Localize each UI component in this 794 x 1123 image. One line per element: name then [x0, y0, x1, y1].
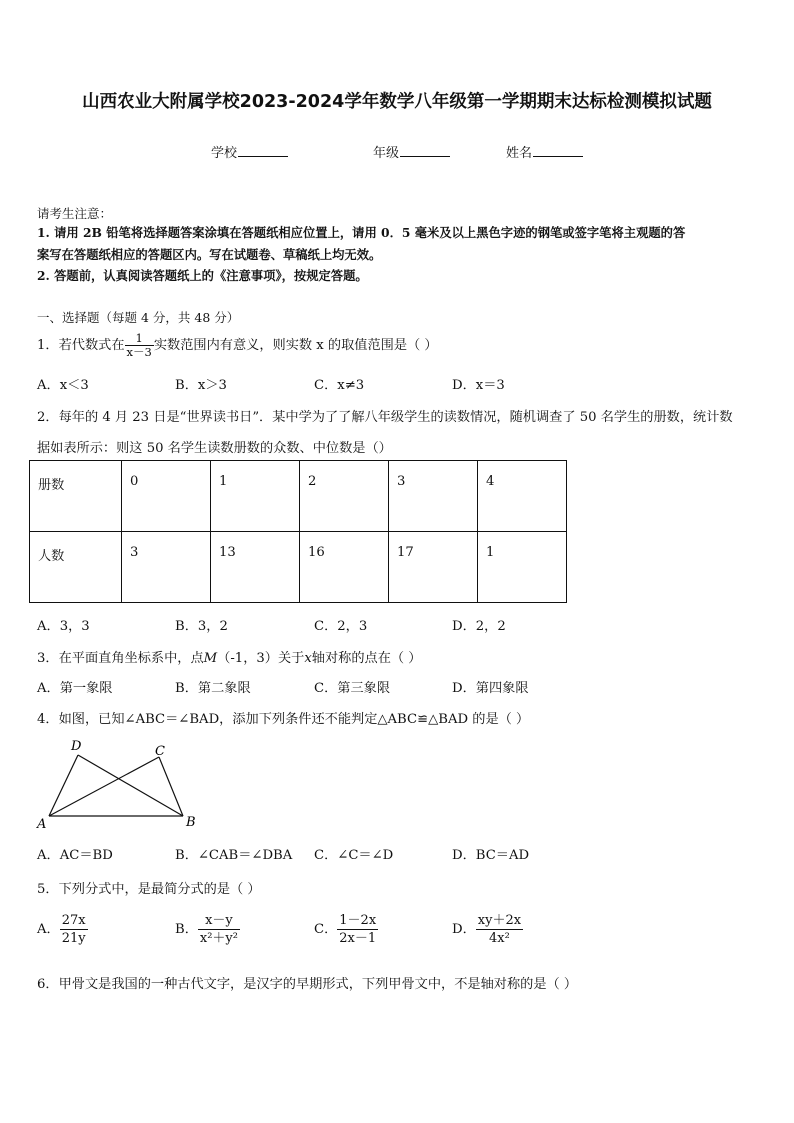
table-cell: 1 [211, 461, 300, 532]
q5-b-num: x－y [198, 912, 240, 930]
q5-option-c [314, 912, 378, 947]
q3-axis: x [304, 651, 312, 666]
q3-post: 轴对称的点在（ ） [311, 651, 422, 666]
q3-pre: 3．在平面直角坐标系中，点 [37, 651, 204, 666]
q4-option-c: C．∠C＝∠D [314, 848, 394, 863]
segment-db [78, 755, 183, 816]
table-cell: 人数 [30, 532, 122, 603]
segment-ad [49, 755, 78, 816]
q4-text: 4．如图，已知∠ABC＝∠BAD，添加下列条件还不能判定△ABC≌△BAD 的是（ ） [37, 712, 530, 727]
grade-field [373, 142, 450, 161]
notice-line-2: 2. 答题前，认真阅读答题纸上的《注意事项》，按规定答题。 [37, 268, 368, 283]
q1-option-a: A．x＜3 [37, 378, 89, 393]
name-field [506, 142, 583, 161]
table-cell: 17 [389, 532, 478, 603]
page-title: 山西农业大附属学校2023-2024学年数学八年级第一学期期末达标检测模拟试题 [82, 92, 712, 112]
table-cell: 3 [122, 532, 211, 603]
label-c: C [155, 744, 165, 759]
q5-a-fraction [60, 912, 88, 947]
table-cell: 3 [389, 461, 478, 532]
q3-option-d: D．第四象限 [452, 681, 529, 696]
question-3 [37, 647, 421, 666]
q3-coords: （-1，3） [217, 651, 278, 666]
question-1 [37, 332, 438, 359]
q5-d-fraction [476, 912, 523, 947]
table-cell: 2 [300, 461, 389, 532]
q1-frac-num: 1 [125, 332, 154, 346]
q1-fraction [125, 332, 154, 359]
school-label: 学校 [211, 146, 238, 161]
segment-cb [159, 757, 183, 816]
table-cell: 册数 [30, 461, 122, 532]
q5-b-label: B． [175, 922, 198, 937]
q5-d-num: xy＋2x [477, 913, 522, 928]
q2-line-1: 2．每年的 4 月 23 日是“世界读书日”．某中学为了了解八年级学生的读数情况，随机调查了 50 名学生的册数，统计数 [37, 410, 733, 425]
q5-option-a [37, 912, 88, 947]
q5-d-den: 4x² [488, 931, 510, 946]
q5-c-num: 1－2x [339, 913, 377, 928]
notice-line-1a: 1. 请用 2B 铅笔将选择题答案涂填在答题纸相应位置上，请用 0．5 毫米及以上黑色字迹的钢笔或签字笔将主观题的答 [37, 225, 686, 240]
q5-b-den: x²＋y² [199, 931, 238, 946]
notice-line-1b: 案写在答题纸相应的答题区内。写在试题卷、草稿纸上均无效。 [37, 247, 382, 262]
q4-option-a: A．AC＝BD [37, 848, 113, 863]
name-label: 姓名 [506, 146, 533, 161]
table-cell: 0 [122, 461, 211, 532]
name-blank [533, 144, 583, 157]
q5-c-label: C． [314, 922, 338, 937]
school-blank [238, 144, 288, 157]
table-row [30, 532, 567, 603]
q2-option-b: B．3，2 [175, 619, 228, 634]
table-cell: 16 [300, 532, 389, 603]
label-d: D [71, 739, 82, 754]
q4-option-b: B．∠CAB＝∠DBA [175, 848, 293, 863]
q4-option-d: D．BC＝AD [452, 848, 530, 863]
q2-option-c: C．2，3 [314, 619, 368, 634]
q5-text: 5．下列分式中，是最简分式的是（ ） [37, 882, 261, 897]
q2-option-a: A．3，3 [37, 619, 90, 634]
grade-blank [400, 144, 450, 157]
q3-mid: 关于 [277, 651, 305, 666]
notice-heading: 请考生注意： [37, 206, 113, 221]
q5-c-den: 2x－1 [339, 931, 377, 946]
table-row [30, 461, 567, 532]
q1-option-d: D．x＝3 [452, 378, 505, 393]
q2-option-d: D．2，2 [452, 619, 506, 634]
q3-option-a: A．第一象限 [37, 681, 113, 696]
q1-post: 实数范围内有意义，则实数 x 的取值范围是（ ） [153, 338, 438, 353]
table-cell: 1 [478, 532, 567, 603]
q5-b-fraction [198, 912, 240, 947]
q1-option-b: B．x＞3 [175, 378, 227, 393]
q3-point: M [203, 651, 218, 666]
q5-a-den: 21y [61, 931, 86, 946]
segment-ac [49, 757, 159, 816]
table-cell: 13 [211, 532, 300, 603]
q5-a-num: 27x [60, 912, 88, 930]
q6-text: 6．甲骨文是我国的一种古代文字，是汉字的早期形式，下列甲骨文中，不是轴对称的是（ ） [37, 977, 578, 992]
label-b: B [186, 815, 196, 830]
label-a: A [37, 817, 47, 832]
q5-a-label: A． [37, 922, 60, 937]
triangle-figure [35, 738, 210, 833]
q2-line-2: 据如表所示：则这 50 名学生读数册数的众数、中位数是（） [37, 441, 392, 456]
q5-c-fraction [337, 912, 378, 947]
reading-table [29, 460, 567, 603]
q5-option-d [452, 912, 523, 947]
q5-option-b [175, 912, 240, 947]
q5-d-label: D． [452, 922, 476, 937]
q3-option-c: C．第三象限 [314, 681, 391, 696]
q3-option-b: B．第二象限 [175, 681, 251, 696]
q1-frac-den: x－3 [126, 345, 152, 359]
q1-option-c: C．x≠3 [314, 378, 365, 393]
section-heading: 一、选择题（每题 4 分，共 48 分） [37, 310, 240, 325]
q1-pre: 1．若代数式在 [37, 338, 125, 353]
school-field [211, 142, 288, 161]
table-cell: 4 [478, 461, 567, 532]
grade-label: 年级 [373, 146, 400, 161]
